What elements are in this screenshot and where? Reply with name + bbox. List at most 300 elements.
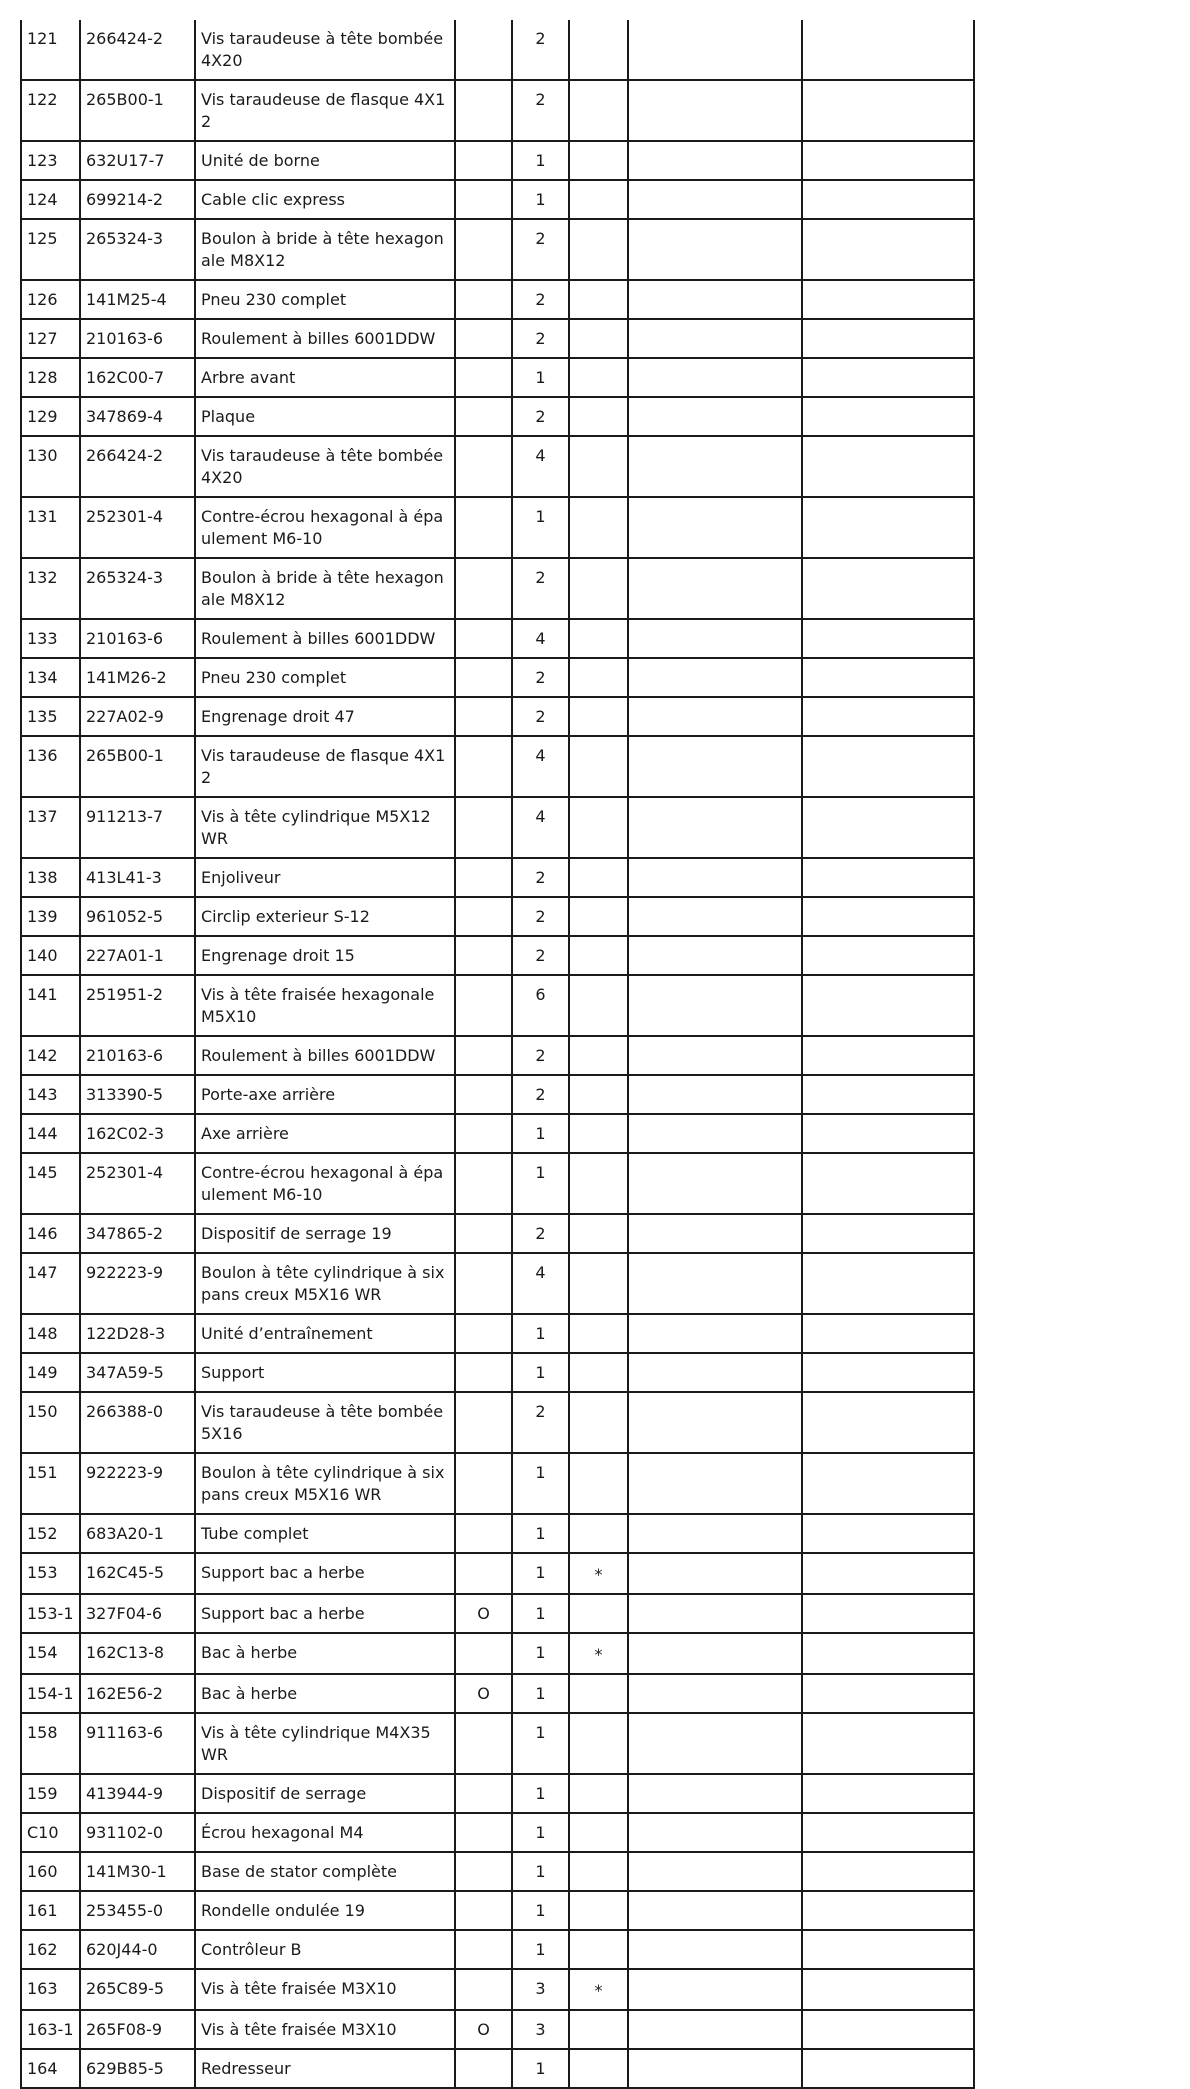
option-cell xyxy=(455,1314,512,1353)
empty-cell xyxy=(628,558,802,619)
empty-cell xyxy=(802,1969,974,2010)
part-code-cell: 931102-0 xyxy=(80,1813,195,1852)
part-number-cell: 141 xyxy=(21,975,80,1036)
empty-cell xyxy=(802,558,974,619)
empty-cell xyxy=(628,658,802,697)
quantity-cell: 2 xyxy=(512,1214,569,1253)
part-number-cell: 124 xyxy=(21,180,80,219)
mark-cell xyxy=(569,20,628,80)
part-code-cell: 122D28-3 xyxy=(80,1314,195,1353)
part-description-cell: Vis à tête fraisée M3X10 xyxy=(195,1969,455,2010)
part-description-cell: Vis taraudeuse de flasque 4X12 xyxy=(195,80,455,141)
part-code-cell: 265F08-9 xyxy=(80,2010,195,2049)
empty-cell xyxy=(802,280,974,319)
mark-cell xyxy=(569,1594,628,1633)
option-cell xyxy=(455,1453,512,1514)
empty-cell xyxy=(628,1633,802,1674)
quantity-cell: 1 xyxy=(512,1713,569,1774)
quantity-cell: 1 xyxy=(512,2049,569,2088)
quantity-cell: 2 xyxy=(512,1075,569,1114)
part-number-cell: 149 xyxy=(21,1353,80,1392)
option-cell xyxy=(455,280,512,319)
table-row xyxy=(21,1674,974,1713)
mark-cell xyxy=(569,697,628,736)
empty-cell xyxy=(628,219,802,280)
part-code-cell: 265B00-1 xyxy=(80,80,195,141)
part-description-cell: Engrenage droit 47 xyxy=(195,697,455,736)
empty-cell xyxy=(802,975,974,1036)
empty-cell xyxy=(802,2049,974,2088)
empty-cell xyxy=(802,858,974,897)
part-number-cell: 147 xyxy=(21,1253,80,1314)
empty-cell xyxy=(802,1036,974,1075)
part-description-cell: Contre-écrou hexagonal à épaulement M6-10 xyxy=(195,497,455,558)
part-code-cell: 265B00-1 xyxy=(80,736,195,797)
part-code-cell: 162C13-8 xyxy=(80,1633,195,1674)
part-description-cell: Vis à tête cylindrique M4X35 WR xyxy=(195,1713,455,1774)
part-number-cell: 126 xyxy=(21,280,80,319)
empty-cell xyxy=(802,658,974,697)
option-cell: O xyxy=(455,2010,512,2049)
option-cell xyxy=(455,1633,512,1674)
empty-cell xyxy=(628,1114,802,1153)
option-cell xyxy=(455,858,512,897)
part-description-cell: Arbre avant xyxy=(195,358,455,397)
part-description-cell: Vis taraudeuse de flasque 4X12 xyxy=(195,736,455,797)
part-code-cell: 961052-5 xyxy=(80,897,195,936)
part-code-cell: 347A59-5 xyxy=(80,1353,195,1392)
table-row xyxy=(21,936,974,975)
mark-cell xyxy=(569,1036,628,1075)
quantity-cell: 2 xyxy=(512,1036,569,1075)
empty-cell xyxy=(802,397,974,436)
part-number-cell: 137 xyxy=(21,797,80,858)
option-cell xyxy=(455,358,512,397)
option-cell xyxy=(455,697,512,736)
empty-cell xyxy=(802,1453,974,1514)
part-description-cell: Vis à tête fraisée M3X10 xyxy=(195,2010,455,2049)
empty-cell xyxy=(802,697,974,736)
table-row xyxy=(21,1114,974,1153)
quantity-cell: 1 xyxy=(512,1514,569,1553)
part-number-cell: 129 xyxy=(21,397,80,436)
mark-cell xyxy=(569,1774,628,1813)
quantity-cell: 4 xyxy=(512,736,569,797)
part-code-cell: 141M26-2 xyxy=(80,658,195,697)
part-code-cell: 629B85-5 xyxy=(80,2049,195,2088)
mark-cell xyxy=(569,858,628,897)
mark-cell xyxy=(569,1453,628,1514)
option-cell xyxy=(455,736,512,797)
mark-cell: * xyxy=(569,1553,628,1594)
empty-cell xyxy=(628,319,802,358)
quantity-cell: 2 xyxy=(512,319,569,358)
option-cell xyxy=(455,1514,512,1553)
part-number-cell: 143 xyxy=(21,1075,80,1114)
empty-cell xyxy=(628,436,802,497)
part-description-cell: Boulon à tête cylindrique à six pans creux M5X16 WR xyxy=(195,1253,455,1314)
part-code-cell: 162C45-5 xyxy=(80,1553,195,1594)
empty-cell xyxy=(628,1594,802,1633)
mark-cell xyxy=(569,1392,628,1453)
parts-table xyxy=(20,20,975,2089)
empty-cell xyxy=(628,358,802,397)
option-cell xyxy=(455,80,512,141)
empty-cell xyxy=(628,1774,802,1813)
option-cell xyxy=(455,619,512,658)
part-number-cell: 154-1 xyxy=(21,1674,80,1713)
option-cell xyxy=(455,497,512,558)
mark-cell xyxy=(569,897,628,936)
part-code-cell: 265324-3 xyxy=(80,558,195,619)
mark-cell xyxy=(569,619,628,658)
option-cell xyxy=(455,1392,512,1453)
quantity-cell: 1 xyxy=(512,1813,569,1852)
part-description-cell: Vis taraudeuse à tête bombée 4X20 xyxy=(195,436,455,497)
mark-cell xyxy=(569,1713,628,1774)
part-code-cell: 253455-0 xyxy=(80,1891,195,1930)
part-number-cell: 132 xyxy=(21,558,80,619)
table-row xyxy=(21,1969,974,2010)
empty-cell xyxy=(802,1153,974,1214)
option-cell xyxy=(455,1852,512,1891)
table-row xyxy=(21,1314,974,1353)
option-cell xyxy=(455,397,512,436)
empty-cell xyxy=(802,180,974,219)
option-cell xyxy=(455,558,512,619)
option-cell xyxy=(455,658,512,697)
empty-cell xyxy=(628,1453,802,1514)
part-code-cell: 413L41-3 xyxy=(80,858,195,897)
parts-table-body xyxy=(21,20,974,2088)
part-number-cell: 139 xyxy=(21,897,80,936)
table-row xyxy=(21,20,974,80)
table-row xyxy=(21,1214,974,1253)
empty-cell xyxy=(802,2010,974,2049)
table-row xyxy=(21,1713,974,1774)
option-cell xyxy=(455,1214,512,1253)
mark-cell xyxy=(569,975,628,1036)
table-row xyxy=(21,141,974,180)
option-cell xyxy=(455,1813,512,1852)
empty-cell xyxy=(628,1253,802,1314)
table-row xyxy=(21,1930,974,1969)
option-cell xyxy=(455,1253,512,1314)
mark-cell xyxy=(569,1114,628,1153)
part-code-cell: 252301-4 xyxy=(80,1153,195,1214)
empty-cell xyxy=(802,1392,974,1453)
part-number-cell: 164 xyxy=(21,2049,80,2088)
part-description-cell: Enjoliveur xyxy=(195,858,455,897)
mark-cell xyxy=(569,1214,628,1253)
part-number-cell: 142 xyxy=(21,1036,80,1075)
part-code-cell: 313390-5 xyxy=(80,1075,195,1114)
part-description-cell: Écrou hexagonal M4 xyxy=(195,1813,455,1852)
quantity-cell: 1 xyxy=(512,1453,569,1514)
part-description-cell: Boulon à bride à tête hexagonale M8X12 xyxy=(195,558,455,619)
table-row xyxy=(21,1036,974,1075)
quantity-cell: 4 xyxy=(512,797,569,858)
table-row xyxy=(21,1553,974,1594)
part-description-cell: Pneu 230 complet xyxy=(195,658,455,697)
part-description-cell: Contrôleur B xyxy=(195,1930,455,1969)
quantity-cell: 2 xyxy=(512,558,569,619)
option-cell xyxy=(455,436,512,497)
table-row xyxy=(21,1774,974,1813)
mark-cell xyxy=(569,319,628,358)
empty-cell xyxy=(628,1553,802,1594)
part-code-cell: 162C02-3 xyxy=(80,1114,195,1153)
part-number-cell: 146 xyxy=(21,1214,80,1253)
option-cell xyxy=(455,975,512,1036)
option-cell xyxy=(455,141,512,180)
empty-cell xyxy=(628,2010,802,2049)
mark-cell: * xyxy=(569,1633,628,1674)
empty-cell xyxy=(628,1930,802,1969)
empty-cell xyxy=(628,2049,802,2088)
part-code-cell: 227A01-1 xyxy=(80,936,195,975)
empty-cell xyxy=(628,1036,802,1075)
empty-cell xyxy=(802,1713,974,1774)
part-code-cell: 252301-4 xyxy=(80,497,195,558)
table-row xyxy=(21,619,974,658)
empty-cell xyxy=(628,1075,802,1114)
quantity-cell: 2 xyxy=(512,1392,569,1453)
part-description-cell: Rondelle ondulée 19 xyxy=(195,1891,455,1930)
part-description-cell: Redresseur xyxy=(195,2049,455,2088)
table-row xyxy=(21,1594,974,1633)
empty-cell xyxy=(802,936,974,975)
empty-cell xyxy=(802,897,974,936)
table-row xyxy=(21,2010,974,2049)
empty-cell xyxy=(628,1891,802,1930)
table-row xyxy=(21,736,974,797)
part-number-cell: 154 xyxy=(21,1633,80,1674)
part-number-cell: 140 xyxy=(21,936,80,975)
quantity-cell: 1 xyxy=(512,497,569,558)
empty-cell xyxy=(802,80,974,141)
part-number-cell: 133 xyxy=(21,619,80,658)
mark-cell xyxy=(569,936,628,975)
option-cell xyxy=(455,1930,512,1969)
mark-cell xyxy=(569,497,628,558)
mark-cell xyxy=(569,558,628,619)
part-code-cell: 266424-2 xyxy=(80,436,195,497)
option-cell xyxy=(455,180,512,219)
empty-cell xyxy=(802,1214,974,1253)
part-code-cell: 327F04-6 xyxy=(80,1594,195,1633)
option-cell xyxy=(455,897,512,936)
quantity-cell: 1 xyxy=(512,1674,569,1713)
empty-cell xyxy=(802,1852,974,1891)
part-code-cell: 251951-2 xyxy=(80,975,195,1036)
part-number-cell: 122 xyxy=(21,80,80,141)
part-description-cell: Circlip exterieur S-12 xyxy=(195,897,455,936)
table-row xyxy=(21,397,974,436)
part-code-cell: 141M25-4 xyxy=(80,280,195,319)
part-number-cell: 152 xyxy=(21,1514,80,1553)
mark-cell xyxy=(569,2049,628,2088)
empty-cell xyxy=(628,1969,802,2010)
option-cell xyxy=(455,1353,512,1392)
part-description-cell: Pneu 230 complet xyxy=(195,280,455,319)
part-code-cell: 347869-4 xyxy=(80,397,195,436)
table-row xyxy=(21,1153,974,1214)
table-row xyxy=(21,180,974,219)
part-description-cell: Contre-écrou hexagonal à épaulement M6-10 xyxy=(195,1153,455,1214)
table-row xyxy=(21,975,974,1036)
empty-cell xyxy=(802,319,974,358)
part-number-cell: 151 xyxy=(21,1453,80,1514)
option-cell xyxy=(455,2049,512,2088)
empty-cell xyxy=(802,497,974,558)
empty-cell xyxy=(802,1594,974,1633)
quantity-cell: 1 xyxy=(512,1353,569,1392)
part-code-cell: 413944-9 xyxy=(80,1774,195,1813)
part-code-cell: 620J44-0 xyxy=(80,1930,195,1969)
mark-cell xyxy=(569,141,628,180)
table-row xyxy=(21,558,974,619)
empty-cell xyxy=(628,20,802,80)
empty-cell xyxy=(802,436,974,497)
empty-cell xyxy=(628,1713,802,1774)
empty-cell xyxy=(802,1553,974,1594)
empty-cell xyxy=(628,975,802,1036)
table-row xyxy=(21,1633,974,1674)
empty-cell xyxy=(802,1633,974,1674)
option-cell xyxy=(455,797,512,858)
part-description-cell: Boulon à tête cylindrique à six pans creux M5X16 WR xyxy=(195,1453,455,1514)
mark-cell xyxy=(569,1075,628,1114)
part-description-cell: Support bac a herbe xyxy=(195,1594,455,1633)
part-code-cell: 210163-6 xyxy=(80,619,195,658)
part-description-cell: Vis taraudeuse à tête bombée 5X16 xyxy=(195,1392,455,1453)
mark-cell xyxy=(569,1813,628,1852)
quantity-cell: 4 xyxy=(512,619,569,658)
empty-cell xyxy=(802,1930,974,1969)
empty-cell xyxy=(628,1353,802,1392)
quantity-cell: 1 xyxy=(512,1314,569,1353)
option-cell: O xyxy=(455,1674,512,1713)
part-number-cell: 145 xyxy=(21,1153,80,1214)
empty-cell xyxy=(628,1314,802,1353)
part-number-cell: 158 xyxy=(21,1713,80,1774)
table-row xyxy=(21,1453,974,1514)
table-row xyxy=(21,1392,974,1453)
quantity-cell: 2 xyxy=(512,697,569,736)
table-row xyxy=(21,1253,974,1314)
part-description-cell: Bac à herbe xyxy=(195,1674,455,1713)
option-cell xyxy=(455,1713,512,1774)
part-description-cell: Unité d’entraînement xyxy=(195,1314,455,1353)
part-number-cell: 153-1 xyxy=(21,1594,80,1633)
empty-cell xyxy=(628,1214,802,1253)
empty-cell xyxy=(802,1253,974,1314)
mark-cell xyxy=(569,1353,628,1392)
mark-cell xyxy=(569,180,628,219)
table-row xyxy=(21,1852,974,1891)
option-cell xyxy=(455,1114,512,1153)
part-description-cell: Roulement à billes 6001DDW xyxy=(195,619,455,658)
empty-cell xyxy=(802,1674,974,1713)
empty-cell xyxy=(628,1153,802,1214)
part-number-cell: 144 xyxy=(21,1114,80,1153)
mark-cell xyxy=(569,1891,628,1930)
quantity-cell: 2 xyxy=(512,397,569,436)
option-cell xyxy=(455,219,512,280)
part-description-cell: Boulon à bride à tête hexagonale M8X12 xyxy=(195,219,455,280)
mark-cell xyxy=(569,219,628,280)
empty-cell xyxy=(802,736,974,797)
empty-cell xyxy=(802,358,974,397)
mark-cell xyxy=(569,280,628,319)
empty-cell xyxy=(802,1813,974,1852)
empty-cell xyxy=(628,1674,802,1713)
option-cell xyxy=(455,1153,512,1214)
part-description-cell: Porte-axe arrière xyxy=(195,1075,455,1114)
option-cell xyxy=(455,1075,512,1114)
quantity-cell: 1 xyxy=(512,141,569,180)
empty-cell xyxy=(628,858,802,897)
empty-cell xyxy=(802,20,974,80)
part-code-cell: 266424-2 xyxy=(80,20,195,80)
part-code-cell: 266388-0 xyxy=(80,1392,195,1453)
quantity-cell: 1 xyxy=(512,1553,569,1594)
part-number-cell: 125 xyxy=(21,219,80,280)
part-number-cell: 123 xyxy=(21,141,80,180)
mark-cell: * xyxy=(569,1969,628,2010)
part-code-cell: 922223-9 xyxy=(80,1253,195,1314)
part-number-cell: 163 xyxy=(21,1969,80,2010)
option-cell xyxy=(455,319,512,358)
quantity-cell: 1 xyxy=(512,1114,569,1153)
quantity-cell: 1 xyxy=(512,1852,569,1891)
part-description-cell: Unité de borne xyxy=(195,141,455,180)
table-row xyxy=(21,797,974,858)
part-code-cell: 911213-7 xyxy=(80,797,195,858)
quantity-cell: 1 xyxy=(512,1930,569,1969)
mark-cell xyxy=(569,80,628,141)
quantity-cell: 3 xyxy=(512,2010,569,2049)
option-cell xyxy=(455,1891,512,1930)
option-cell xyxy=(455,1774,512,1813)
empty-cell xyxy=(628,180,802,219)
mark-cell xyxy=(569,1852,628,1891)
part-number-cell: 134 xyxy=(21,658,80,697)
part-code-cell: 162E56-2 xyxy=(80,1674,195,1713)
part-code-cell: 265324-3 xyxy=(80,219,195,280)
mark-cell xyxy=(569,1153,628,1214)
empty-cell xyxy=(628,797,802,858)
part-description-cell: Vis taraudeuse à tête bombée 4X20 xyxy=(195,20,455,80)
empty-cell xyxy=(802,1075,974,1114)
quantity-cell: 1 xyxy=(512,1594,569,1633)
part-number-cell: 135 xyxy=(21,697,80,736)
empty-cell xyxy=(628,619,802,658)
table-row xyxy=(21,80,974,141)
part-number-cell: 130 xyxy=(21,436,80,497)
table-row xyxy=(21,436,974,497)
empty-cell xyxy=(802,1774,974,1813)
part-description-cell: Support xyxy=(195,1353,455,1392)
empty-cell xyxy=(802,1114,974,1153)
part-number-cell: 138 xyxy=(21,858,80,897)
mark-cell xyxy=(569,1674,628,1713)
empty-cell xyxy=(628,141,802,180)
part-number-cell: 121 xyxy=(21,20,80,80)
quantity-cell: 3 xyxy=(512,1969,569,2010)
part-code-cell: 683A20-1 xyxy=(80,1514,195,1553)
